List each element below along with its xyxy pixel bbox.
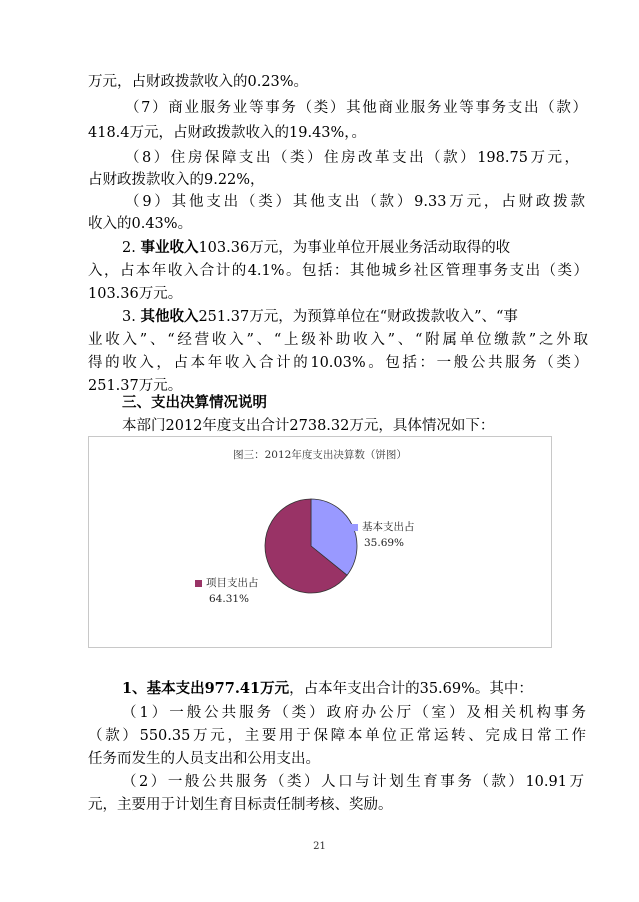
- item-heading-unit: 万元: [260, 680, 290, 697]
- paragraph-text: [122, 307, 588, 327]
- page-number: 21: [313, 841, 326, 852]
- pie-chart: [88, 436, 552, 648]
- slice-name: 项目支出占: [206, 577, 259, 589]
- slice-name: 基本支出占: [362, 521, 415, 533]
- paragraph-text: （7）商业服务业等事务（类）其他商业服务业等事务支出（款）: [125, 100, 587, 116]
- slice-value: 64.31%: [209, 593, 250, 605]
- paragraph-text: 任务而发生的人员支出和公用支出。: [88, 751, 320, 767]
- paragraph-text: 251.37万元。: [88, 378, 183, 394]
- paragraph-text: 元，主要用于计划生育目标责任制考核、奖励。: [88, 797, 393, 813]
- paragraph-text: 得的收入，占本年收入合计的10.03%。包括：一般公共服务（类）: [88, 355, 588, 371]
- item-heading: 1、基本支出977.41: [122, 680, 261, 697]
- paragraph-text: 251.37万元，为预算单位在“财政拨款收入”、“事: [198, 309, 518, 325]
- item-number: 2.: [122, 240, 136, 256]
- paragraph-text: 收入的0.43%。: [88, 216, 193, 232]
- paragraph-text: [122, 679, 592, 699]
- paragraph-text: （2）一般公共服务（类）人口与计划生育事务（款）10.91万: [122, 774, 584, 790]
- slice-label-basic: [351, 519, 415, 551]
- paragraph-text: 103.36万元。: [88, 286, 183, 302]
- legend-swatch-project: [195, 580, 202, 587]
- paragraph-text: 本部门2012年度支出合计2738.32万元，具体情况如下：: [122, 418, 495, 434]
- item-heading: 其他收入: [140, 308, 199, 325]
- item-heading: 事业收入: [140, 239, 199, 256]
- section-heading: 三、支出决算情况说明: [122, 394, 267, 411]
- paragraph-text: ，占本年支出合计的35.69%。其中：: [289, 681, 533, 697]
- slice-value: 35.69%: [364, 537, 405, 549]
- paragraph-text: （8）住房保障支出（类）住房改革支出（款）198.75万元，: [125, 150, 579, 166]
- paragraph-text: （9）其他支出（类）其他支出（款）9.33万元，占财政拨款: [125, 194, 585, 210]
- paragraph-text: （1）一般公共服务（类）政府办公厅（室）及相关机构事务: [122, 705, 586, 721]
- paragraph-text: 业收入”、“经营收入”、“上级补助收入”、“附属单位缴款”之外取: [88, 332, 588, 348]
- chart-title: 图三：2012年度支出决算数（饼图）: [233, 449, 407, 461]
- slice-label-project: [195, 575, 259, 607]
- paragraph-text: 418.4万元，占财政拨款收入的19.43%，。: [88, 125, 367, 141]
- paragraph-text: 万元，占财政拨款收入的0.23%。: [88, 74, 309, 90]
- pie-chart-svg: [89, 437, 551, 647]
- paragraph-text: [122, 238, 586, 258]
- paragraph-text: （款）550.35万元，主要用于保障本单位正常运转、完成日常工作: [88, 728, 586, 744]
- paragraph-text: 103.36万元，为事业单位开展业务活动取得的收: [198, 240, 511, 256]
- legend-swatch-basic: [351, 524, 358, 531]
- item-number: 3.: [122, 309, 136, 325]
- paragraph-text: 入，占本年收入合计的4.1%。包括：其他城乡社区管理事务支出（类）: [88, 263, 588, 279]
- paragraph-text: 占财政拨款收入的9.22%，: [88, 172, 265, 188]
